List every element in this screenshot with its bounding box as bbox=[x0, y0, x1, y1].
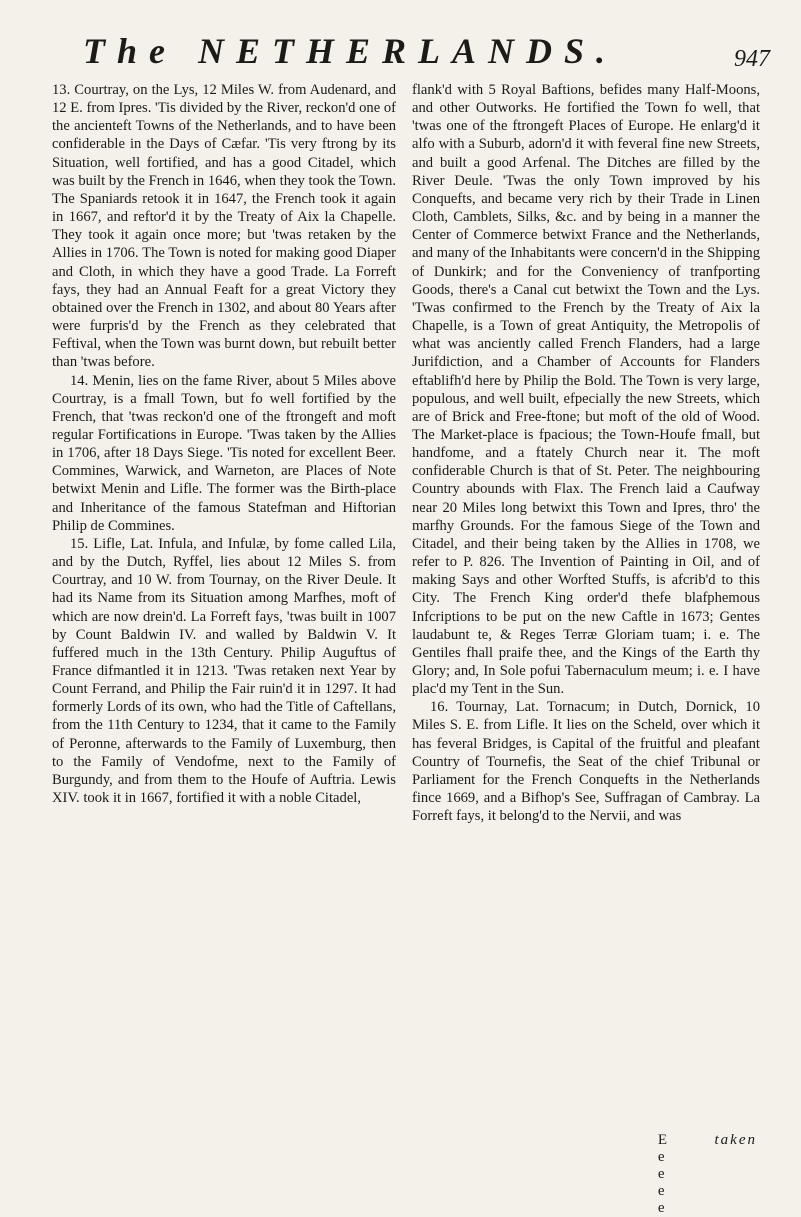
signature-mark: E e e e e bbox=[657, 1132, 669, 1216]
left-column bbox=[52, 81, 396, 807]
running-title: The NETHERLANDS. bbox=[82, 31, 618, 71]
right-column bbox=[412, 81, 760, 825]
paragraph-menin: 14. Menin, lies on the fame River, about 5 Miles above Courtray, is a fmall Town, but fo well fortified by the French, that 'twas reckon'd one of the ftrongeft and moft regular Fortifications in Europe. 'Twas taken by the Allies in 1706, after 18 Days Siege. 'Tis noted for excellent Beer. Commines, Warwick, and Warneton, are Places of Note betwixt Menin and Lifle. The former was the Birth-place and Inheritance of the famous Statefman and Hiftorian Philip de Commines. bbox=[52, 372, 396, 534]
page-number: 947 bbox=[734, 46, 770, 72]
page-header bbox=[40, 30, 780, 82]
paragraph-lisle: 15. Lifle, Lat. Infula, and Infulæ, by fome called Lila, and by the Dutch, Ryffel, lies about 12 Miles S. from Courtray, and 10 W. from Tournay, on the River Deule. It had its Name from its Situation among Marfhes, moft of which are now drein'd. La Forreft fays, 'twas built in 1007 by Count Baldwin IV. and walled by Baldwin V. It fuffered much in the 13th Century. Philip Auguftus of France difmantled it in 1213. 'Twas retaken next Year by Count Ferrand, and Philip the Fair ruin'd it in 1297. It had formerly Lords of its own, who had the Title of Caftellans, from the 11th Century to 1234, that it came to the Family of Peronne, afterwards to the Family of Luxemburg, then to the Family of Vendofme, next to the Family of Burgundy, and from them to the Houfe of Auftria. Lewis XIV. took it in 1667, fortified it with a noble Citadel, bbox=[52, 535, 396, 807]
catchword: taken bbox=[714, 1132, 757, 1148]
paragraph-courtray: 13. Courtray, on the Lys, 12 Miles W. from Audenard, and 12 E. from Ipres. 'Tis divided by the River, reckon'd one of the ancienteft Towns of the Netherlands, and to have been confiderable in the Days of Cæfar. 'Tis very ftrong by its Situation, well fortified, and has a good Citadel, which was built by the French in 1646, when they took the Town. The Spaniards retook it in 1647, the French took it again in 1667, and reftor'd it by the Treaty of Aix la Chapelle. They took it again once more; but 'twas retaken by the Allies in 1706. The Town is noted for making good Diaper and Cloth, in which they have a good Trade. La Forreft fays, they had an Annual Feaft for a great Victory they obtained over the French in 1302, and about 80 Years after were furpris'd by the French as they celebrated that Feftival, when the Town was burnt down, but rebuilt better than 'twas before. bbox=[52, 82, 396, 371]
paragraph-lisle-continued: flank'd with 5 Royal Baftions, befides many Half-Moons, and other Outworks. He fortified the Town fo well, that 'twas one of the ftrongeft Places of Europe. He enlarg'd it alfo with a Suburb, adorn'd it with feveral fine new Streets, and built a good Arfenal. The Ditches are filled by the River Deule. 'Twas the only Town improved by his Conquefts, and became very rich by their Trade in Linen Cloth, Camblets, Silks, &c. and by being in a manner the Center of Commerce betwixt France and the Netherlands, and many of the Inhabitants were concern'd in the Shipping of Dunkirk; and for the Conveniency of tranfporting Goods, there's a Canal cut betwixt the Town and the Lys. 'Twas confirmed to the French by the Treaty of Aix la Chapelle, is a Town of great Antiquity, the Metropolis of what was anciently called French Flanders, had a large Jurifdiction, and a Chamber of Accounts for Flanders eftablifh'd here by Philip the Bold. The Town is very large, populous, and well built, efpecially the new Streets, which are of Brick and Free-ftone; but moft of the old of Wood. The Market-place is fpacious; the Town-Houfe fmall, but handfome, and a ftately Church near it. The moft confiderable Church is that of St. Peter. The neighbouring Country abounds with Flax. The French laid a Caufway near 20 Miles long betwixt this Town and Ipres, thro' the marfhy Grounds. For the famous Siege of the Town and Citadel, and their being taken by the Allies in 1708, we refer to P. 826. The Invention of Painting in Oil, and of making Says and other Worfted Stuffs, is afcrib'd to this City. The French King order'd thefe blafphemous Infcriptions to be put on the new Caftle in 1673; Gentes laudabunt te, & Reges Terræ Gloriam tuam; i. e. The Gentiles fhall praife thee, and the Kings of the Earth thy Glory; and, In Sole pofui Tabernaculum meum; i. e. I have plac'd my Tent in the Sun. bbox=[412, 82, 760, 698]
paragraph-tournay: 16. Tournay, Lat. Tornacum; in Dutch, Dornick, 10 Miles S. E. from Lifle. It lies on the Scheld, over which it has feveral Bridges, is Capital of the fruitful and pleafant Country of Tournefis, the Seat of the chief Tribunal or Parliament for the French Conquefts in the Netherlands fince 1669, and a Bifhop's See, Suffragan of Cambray. La Forreft fays, it belong'd to the Nervii, and was bbox=[412, 699, 760, 825]
